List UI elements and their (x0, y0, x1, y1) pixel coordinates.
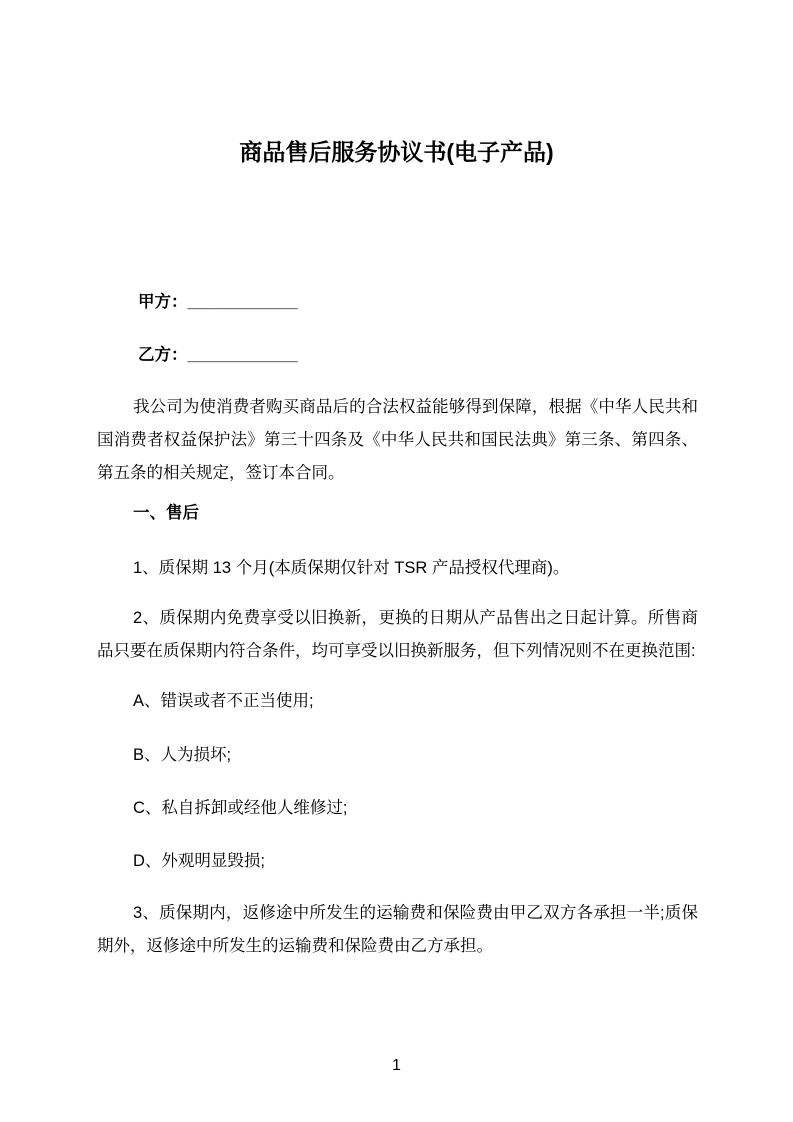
party-a-line (97, 286, 698, 319)
document-title: 商品售后服务协议书(电子产品) (239, 139, 554, 165)
clause-1-warranty-period: 1、质保期 13 个月(本质保期仅针对 TSR 产品授权代理商)。 (133, 559, 570, 577)
exclusion-item-a: A、错误或者不正当使用; (133, 692, 314, 710)
party-b-label: 乙方： (138, 346, 188, 364)
party-b-blank: ____________ (187, 346, 298, 364)
section-1-heading: 一、售后 (133, 504, 199, 522)
exclusion-item-b: B、人为损坏; (133, 746, 232, 764)
exclusion-item-d: D、外观明显毁损; (133, 852, 265, 870)
preamble-paragraph: 我公司为使消费者购买商品后的合法权益能够得到保障，根据《中华人民共和国消费者权益保护法》第三十四条及《中华人民共和国民法典》第三条、第四条、第五条的相关规定，签订本合同。 (97, 398, 698, 482)
clause-3-shipping-insurance: 3、质保期内，返修途中所发生的运输费和保险费由甲乙双方各承担一半;质保期外，返修途中所发生的运输费和保险费由乙方承担。 (97, 904, 698, 955)
exclusion-item-c: C、私自拆卸或经他人维修过; (133, 799, 348, 817)
clause-2-replacement-policy: 2、质保期内免费享受以旧换新，更换的日期从产品售出之日起计算。所售商品只要在质保期内符合条件，均可享受以旧换新服务，但下列情况则不在更换范围: (97, 609, 698, 660)
page-number: 1 (392, 1057, 401, 1074)
party-a-blank: ____________ (187, 293, 298, 311)
party-b-line (97, 339, 698, 372)
party-a-label: 甲方： (138, 293, 188, 311)
